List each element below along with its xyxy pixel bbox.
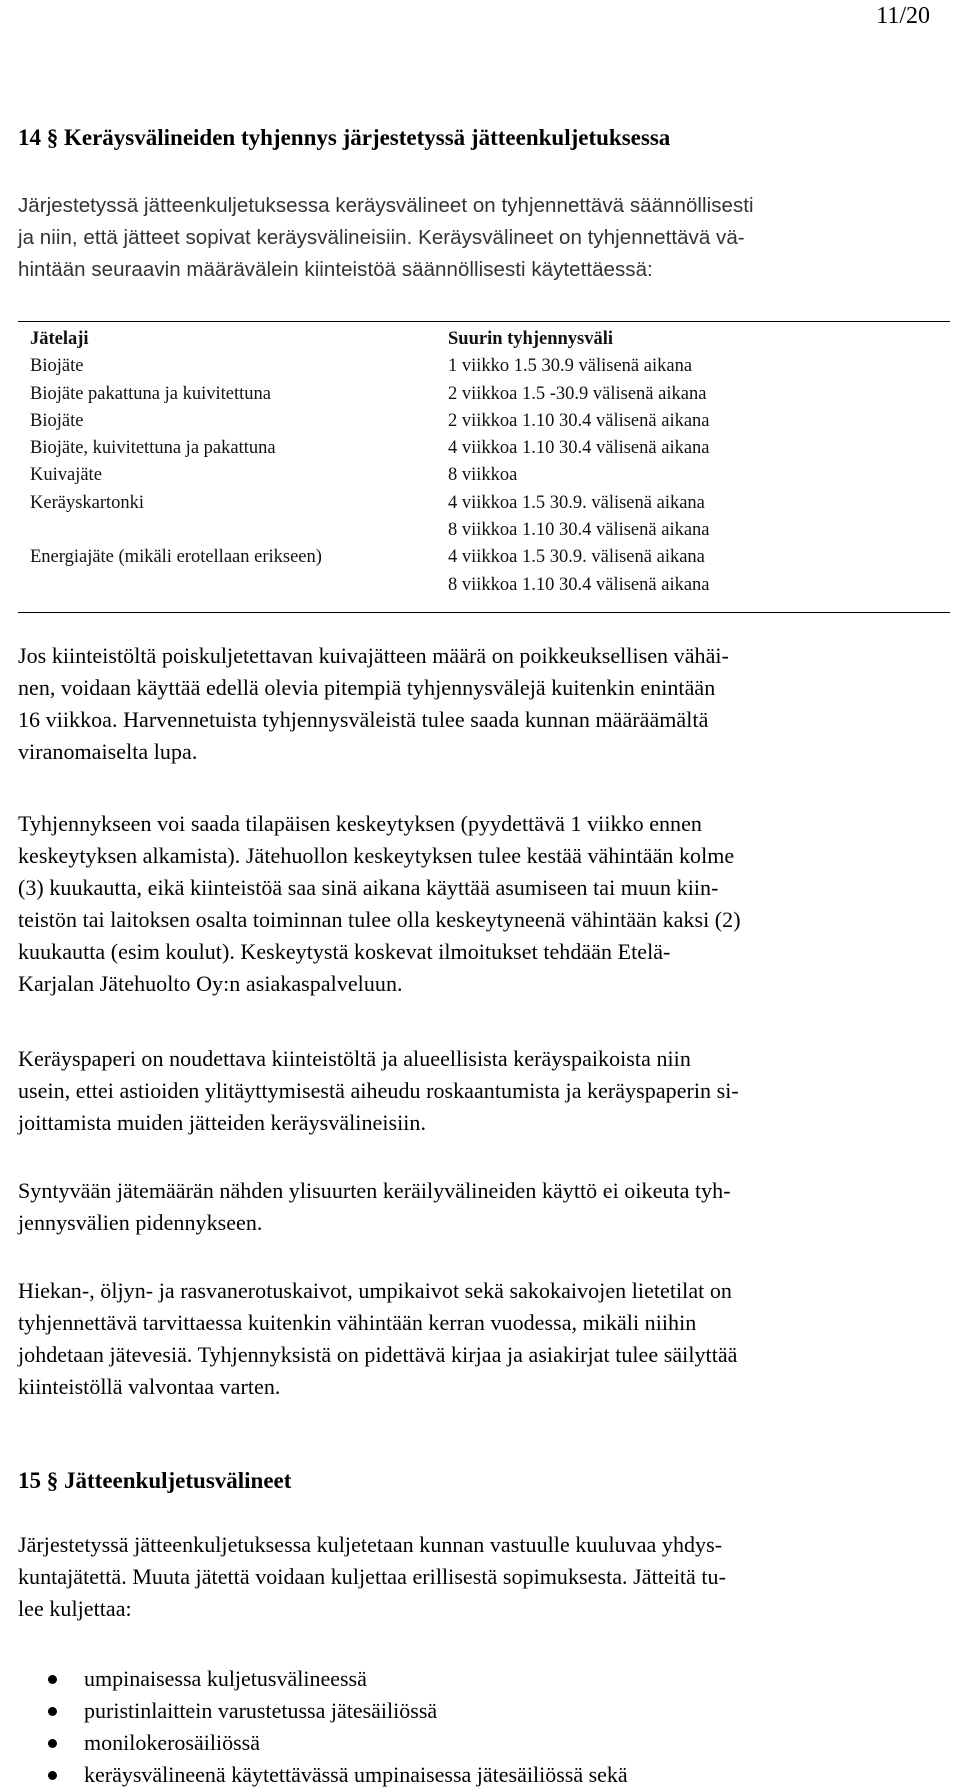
interval-header: Suurin tyhjennysväli (448, 329, 614, 349)
interval-cell: 8 viikkoa (448, 465, 518, 486)
waste-type-cell: Biojäte (30, 356, 84, 377)
paragraph-paper-collection: Keräyspaperi on noudettava kiinteistöltä ja alueellisista keräyspaikoista niin usein, ettei astioiden ylitäyttymisestä aiheudu roskaantumista ja keräyspaperin si- joittamista muiden jätteiden keräysvälineisiin. (18, 1046, 739, 1135)
list-item: puristinlaittein varustetussa jätesäiliössä (18, 1695, 918, 1727)
section-14-heading: 14 § Keräysvälineiden tyhjennys järjestetyssä jätteenkuljetuksessa (18, 125, 671, 150)
interval-cell: 2 viikkoa 1.5 -30.9 välisenä aikana (448, 383, 707, 404)
paragraph-reduced-interval: Jos kiinteistöltä poiskuljetettavan kuivajätteen määrä on poikkeuksellisen vähäi- nen, voidaan käyttää edellä olevia pitempiä tyhjennysvälejä kuitenkin enintään 16 viikkoa. Harvennetuista tyhjennysväleistä tulee saada kunnan määräämältä viranomaiselta lupa. (18, 643, 729, 764)
interval-cell: 2 viikkoa 1.10 30.4 välisenä aikana (448, 410, 710, 431)
interval-column (448, 326, 928, 599)
waste-type-cell: Energiajäte (mikäli erotellaan erikseen) (30, 547, 322, 568)
paragraph-oversized-containers: Syntyvään jätemäärän nähden ylisuurten keräilyvälineiden käyttö ei oikeuta tyh- jennysvälien pidennykseen. (18, 1178, 731, 1235)
waste-type-cell: Biojäte (30, 410, 84, 431)
waste-type-cell: Kuivajäte (30, 465, 102, 486)
list-item: keräysvälineenä käytettävässä umpinaisessa jätesäiliössä sekä (18, 1759, 918, 1791)
waste-type-cell: Biojäte pakattuna ja kuivitettuna (30, 383, 271, 404)
waste-type-column (30, 326, 460, 572)
waste-type-cell: Keräyskartonki (30, 492, 145, 513)
list-item: umpinaisessa kuljetusvälineessä (18, 1663, 918, 1695)
interval-cell: 4 viikkoa 1.5 30.9. välisenä aikana (448, 547, 705, 568)
interval-cell: 8 viikkoa 1.10 30.4 välisenä aikana (448, 574, 710, 595)
interval-cell: 4 viikkoa 1.10 30.4 välisenä aikana (448, 438, 710, 459)
bullet-icon (48, 1707, 57, 1716)
bullet-icon (48, 1771, 57, 1780)
interval-cell: 8 viikkoa 1.10 30.4 välisenä aikana (448, 520, 710, 541)
section-15-heading: 15 § Jätteenkuljetusvälineet (18, 1468, 292, 1493)
section-15-intro: Järjestetyssä jätteenkuljetuksessa kuljetetaan kunnan vastuulle kuuluvaa yhdys- kuntajätettä. Muuta jätettä voidaan kuljettaa erillisestä sopimuksesta. Jätteitä tu- lee kuljettaa: (18, 1532, 726, 1621)
waste-type-cell: Biojäte, kuivitettuna ja pakattuna (30, 438, 276, 459)
paragraph-wells: Hiekan-, öljyn- ja rasvanerotuskaivot, umpikaivot sekä sakokaivojen lietetilat on tyhjennettävä tarvittaessa kuitenkin vähintään kerran vuodessa, mikäli niihin johdetaan jätevesiä. Tyhjennyksistä on pidettävä kirjaa ja asiakirjat tulee säilyttää kiinteistöllä valvontaa varten. (18, 1278, 738, 1399)
section-14-intro: Järjestetyssä jätteenkuljetuksessa keräysvälineet on tyhjennettävä säännöllisesti ja niin, että jätteet sopivat keräysvälineisiin. Keräysvälineet on tyhjennettävä vä- hintään seuraavin määrävälein kiinteistöä säännöllisesti käytettäessä: (18, 194, 754, 281)
page-number: 11/20 (876, 3, 930, 29)
paragraph-suspension: Tyhjennykseen voi saada tilapäisen keskeytyksen (pyydettävä 1 viikko ennen keskeytyksen alkamista). Jätehuollon keskeytyksen tulee kestää vähintään kolme (3) kuukautta, eikä kiinteistöä saa sinä aikana käyttää asumiseen tai muun kiin- teistön tai laitoksen osalta toiminnan tulee olla keskeytyneenä vähintään kaksi (2) kuukautta (esim koulut). Keskeytystä koskevat ilmoitukset tehdään Etelä- Karjalan Jätehuolto Oy:n asiakaspalveluun. (18, 811, 741, 996)
list-item: monilokerosäiliössä (18, 1727, 918, 1759)
emptying-interval-table (18, 321, 950, 613)
bullet-icon (48, 1739, 57, 1748)
interval-cell: 1 viikko 1.5 30.9 välisenä aikana (448, 356, 693, 377)
waste-type-header: Jätelaji (30, 329, 89, 349)
bullet-icon (48, 1675, 57, 1684)
interval-cell: 4 viikkoa 1.5 30.9. välisenä aikana (448, 492, 705, 513)
